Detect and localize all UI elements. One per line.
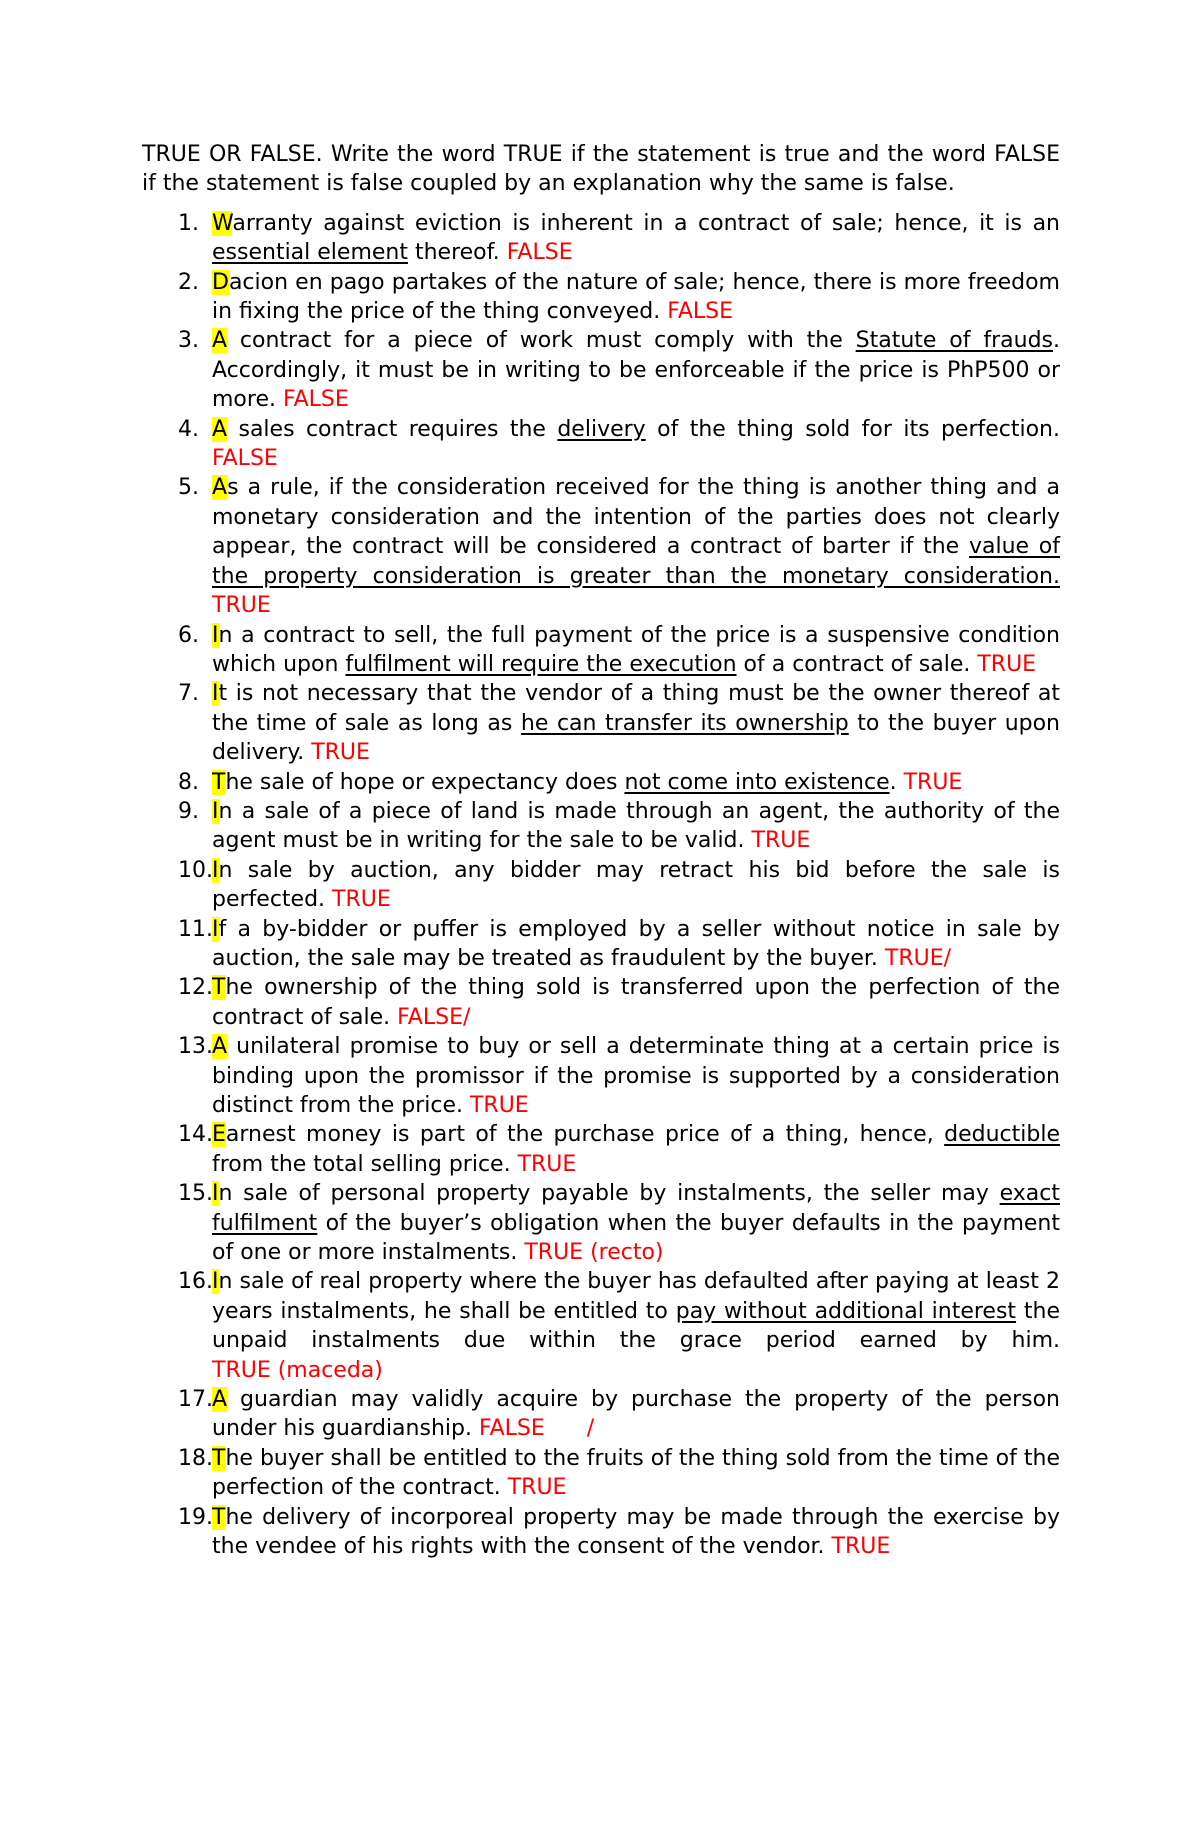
statement-text: of a contract of sale. [736, 651, 978, 677]
answer-label: TRUE [977, 651, 1037, 677]
item-text [212, 1122, 1060, 1176]
list-item [142, 1032, 1060, 1120]
list-item [142, 1120, 1060, 1179]
list-item [142, 768, 1060, 797]
underlined-phrase: deductible [944, 1122, 1060, 1148]
underlined-phrase: pay without additional interest [675, 1298, 1017, 1324]
answer-label: FALSE [506, 240, 573, 266]
highlighted-initial: A [212, 416, 228, 442]
list-item [142, 415, 1060, 474]
statement-text: he delivery of incorporeal property may be made through the exercise by the vendee of his rights with the consent of the vendor. [212, 1504, 1060, 1560]
underlined-phrase: delivery [557, 416, 646, 442]
answer-label: TRUE [507, 1475, 567, 1501]
answer-label: TRUE [831, 1534, 891, 1560]
statement-text: n sale of personal property payable by instalments, the seller may [218, 1181, 1000, 1207]
underlined-phrase: not come into existence [624, 769, 890, 795]
statement-text: . [889, 769, 904, 795]
underlined-phrase: exact fulfilment [212, 1181, 1060, 1236]
highlighted-initial: T [212, 1445, 226, 1471]
answer-label: FALSE [212, 446, 278, 472]
list-item [142, 1267, 1060, 1385]
answer-label: TRUE [311, 740, 370, 766]
underlined-phrase: Statute of frauds [855, 328, 1053, 354]
statement-text: n a sale of a piece of land is made through an agent, the authority of the agent must be in writing for the sale to be valid. [212, 798, 1060, 854]
item-text [212, 417, 1060, 471]
item-text [212, 917, 1060, 971]
highlighted-initial: I [212, 857, 219, 883]
item-number: 12. [178, 975, 213, 1001]
statement-text: f a by-bidder or puffer is employed by a seller without notice in sale by auction, the sale may be treated as fraudulent by the buyer. [212, 916, 1060, 971]
item-text [212, 681, 1060, 765]
statement-text: he buyer shall be entitled to the fruits of the thing sold from the time of the perfection of the contract. [212, 1445, 1060, 1501]
item-number: 8. [178, 769, 199, 795]
answer-label: TRUE (maceda) [212, 1357, 383, 1383]
highlighted-initial: I [212, 1269, 219, 1295]
list-item [142, 1385, 1060, 1444]
item-text [212, 1387, 1060, 1441]
statement-text: . Accordingly, it must be in writing to be enforceable if the price is PhP500 or more. [212, 328, 1060, 413]
item-text [212, 623, 1060, 677]
list-item [142, 473, 1060, 620]
highlighted-initial: A [212, 475, 228, 501]
item-number: 4. [178, 416, 199, 442]
item-text [212, 1034, 1060, 1118]
highlighted-initial: A [212, 1034, 228, 1060]
item-text [212, 270, 1060, 324]
list-item [142, 1503, 1060, 1562]
highlighted-initial: I [212, 1181, 219, 1207]
statement-text: of the thing sold for its perfection. [645, 416, 1060, 442]
list-item [142, 621, 1060, 680]
item-number: 17. [178, 1387, 213, 1413]
statement-text: unilateral promise to buy or sell a determinate thing at a certain price is binding upon the promissor if the promise is supported by a consideration distinct from the price. [212, 1034, 1060, 1118]
list-item [142, 856, 1060, 915]
instructions: TRUE OR FALSE. Write the word TRUE if the statement is true and the word FALSE if the statement is false coupled by an explanation why the same is false. [142, 142, 1060, 197]
highlighted-initial: I [212, 681, 219, 707]
list-item [142, 268, 1060, 327]
list-item [142, 1179, 1060, 1267]
statement-text: arranty against eviction is inherent in a contract of sale; hence, it is an [232, 210, 1060, 236]
statement-text: acion en pago partakes of the nature of sale; hence, there is more freedom in fixing the price of the thing conveyed. [212, 269, 1060, 325]
item-text [212, 211, 1060, 265]
statement-text: n a contract to sell, the full payment of the price is a suspensive condition which upon [212, 622, 1060, 677]
item-number: 15. [178, 1181, 213, 1207]
statement-text: contract for a piece of work must comply with the [227, 328, 856, 354]
answer-label: TRUE [212, 593, 271, 619]
statement-text: arnest money is part of the purchase price of a thing, hence, [225, 1122, 945, 1148]
answer-label: TRUE [903, 769, 963, 795]
statement-text: s a rule, if the consideration received for the thing is another thing and a monetary consideration and the intention of the parties does not clearly appear, the contract will be considered a contract of barter if the [212, 475, 1060, 560]
item-text [212, 770, 962, 795]
list-item [142, 679, 1060, 767]
answer-label: TRUE (recto) [524, 1240, 664, 1266]
list-item [142, 1444, 1060, 1503]
statement-text: t is not necessary that the vendor of a thing must be the owner thereof at the time of sale as long as [212, 681, 1060, 736]
answer-label: TRUE [469, 1093, 529, 1118]
item-text [212, 799, 1060, 853]
item-number: 6. [178, 622, 199, 648]
answer-label: TRUE [517, 1151, 577, 1177]
answer-label: FALSE / [478, 1416, 595, 1442]
highlighted-initial: A [212, 1387, 228, 1413]
item-number: 13. [178, 1034, 213, 1060]
question-list [142, 209, 1060, 1562]
item-text [212, 1269, 1060, 1382]
item-text [212, 475, 1060, 618]
statement-text: n sale by auction, any bidder may retract his bid before the sale is perfected. [212, 857, 1060, 913]
statement-text: thereof. [407, 240, 507, 266]
answer-label: TRUE/ [884, 945, 952, 971]
item-text [212, 328, 1060, 412]
list-item [142, 973, 1060, 1032]
item-number: 2. [178, 269, 199, 295]
item-number: 10. [178, 857, 213, 883]
item-text [212, 1505, 1060, 1559]
item-text [212, 858, 1060, 912]
answer-label: TRUE [751, 828, 811, 854]
statement-text: guardian may validly acquire by purchase the property of the person under his guardianship. [212, 1387, 1060, 1442]
highlighted-initial: T [212, 975, 226, 1001]
statement-text: sales contract requires the [227, 416, 558, 442]
highlighted-initial: I [212, 622, 219, 648]
item-text [212, 1446, 1060, 1500]
underlined-phrase: he can transfer its ownership [520, 710, 849, 736]
statement-text: of the buyer’s obligation when the buyer defaults in the payment of one or more instalments. [212, 1210, 1060, 1266]
list-item [142, 326, 1060, 414]
statement-text: the unpaid instalments due within the grace period earned by him. [212, 1298, 1060, 1354]
item-number: 11. [178, 916, 213, 942]
item-text [212, 1181, 1060, 1265]
statement-text: he ownership of the thing sold is transferred upon the perfection of the contract of sale. [212, 975, 1060, 1030]
list-item [142, 915, 1060, 974]
item-number: 18. [178, 1445, 213, 1471]
highlighted-initial: T [212, 769, 226, 795]
item-number: 9. [178, 798, 199, 824]
answer-label: FALSE/ [397, 1004, 471, 1030]
highlighted-initial: E [212, 1122, 226, 1148]
underlined-phrase: value of the property consideration is greater than the monetary consideration. [212, 534, 1061, 589]
list-item [142, 209, 1060, 268]
item-number: 7. [178, 681, 199, 707]
highlighted-initial: D [212, 269, 229, 295]
item-number: 5. [178, 475, 199, 501]
list-item [142, 797, 1060, 856]
item-text [212, 975, 1060, 1029]
statement-text: n sale of real property where the buyer has defaulted after paying at least 2 years instalments, he shall be entitled to [212, 1269, 1060, 1324]
item-number: 14. [178, 1122, 213, 1148]
answer-label: FALSE [667, 299, 734, 325]
highlighted-initial: I [212, 916, 219, 942]
item-number: 16. [178, 1269, 213, 1295]
item-number: 3. [178, 328, 199, 354]
highlighted-initial: T [212, 1504, 226, 1530]
item-number: 19. [178, 1504, 213, 1530]
statement-text: from the total selling price. [212, 1151, 518, 1177]
answer-label: TRUE [332, 887, 391, 913]
document-page [142, 140, 1060, 1562]
underlined-phrase: fulfilment will require the execution [345, 651, 737, 677]
highlighted-initial: W [212, 210, 233, 236]
statement-text: to the buyer upon delivery. [212, 710, 1061, 766]
underlined-phrase: essential element [212, 240, 408, 266]
statement-text: he sale of hope or expectancy does [225, 769, 625, 795]
item-number: 1. [178, 210, 199, 236]
answer-label: FALSE [282, 387, 349, 413]
highlighted-initial: I [212, 798, 219, 824]
highlighted-initial: A [212, 328, 228, 354]
